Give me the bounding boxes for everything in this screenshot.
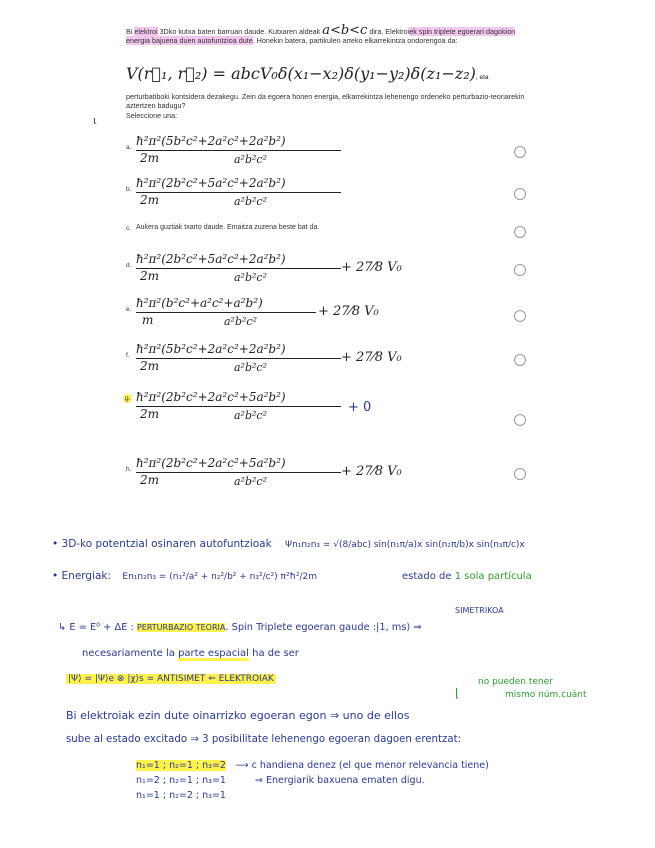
case-1: n₁=1 ; n₂=1 ; n₃=2 ⟶ c handiena denez (el que menor relevancia tiene) — [136, 760, 489, 771]
question-text: Bi elektroi 3Dko kutxa baten barruan daude. Kutxaren aldeak a<b<c dira. Elektroiek spin triplete egoerari dagokion energia bajuena duen autofuntzioa dute. Honekin batera, partikulen arteko elkarrekintza ondorengoa da: — [126, 23, 516, 46]
radio-option-b[interactable] — [514, 188, 526, 200]
radio-option-a[interactable] — [514, 146, 526, 158]
note-single-particle: estado de 1 sola partícula — [402, 571, 532, 582]
radio-option-e[interactable] — [514, 310, 526, 322]
radio-option-h[interactable] — [514, 468, 526, 480]
case-2: n₁=2 ; n₂=1 ; n₃=1 ⇒ Energiarik baxuena ematen digu. — [136, 775, 425, 786]
margin-mark: ι — [93, 114, 97, 127]
option-h[interactable]: h. ħ²π²(2b²c²+2a²c²+5a²b²) 2m a²b²c² + 27⁄8 V₀ — [126, 456, 556, 492]
note-simetrikoa: SIMETRIKOA — [455, 606, 504, 615]
note-line-1: • 3D-ko potentzial osinaren autofuntzioak Ψn₁n₂n₃ = √(8/abc) sin(n₁π/a)x sin(n₂π/b)x sin(n₃π/c)x — [52, 538, 525, 550]
highlight-triplete: ek spin triplete egoerari dagokion energia bajuena duen autofuntzioa dute — [126, 27, 516, 46]
note-line-4: necesariamente la parte espacial ha de ser — [82, 648, 299, 659]
green-note-1: no pueden tener — [478, 677, 553, 687]
radio-option-f[interactable] — [514, 354, 526, 366]
select-one-label: Seleccione una: — [126, 110, 178, 120]
green-note-2: mismo núm.cuánt — [505, 690, 587, 700]
option-e[interactable]: e. ħ²π²(b²c²+a²c²+a²b²) m a²b²c² + 27⁄8 V₀ — [126, 296, 556, 332]
option-d[interactable]: d. ħ²π²(2b²c²+5a²c²+2a²b²) 2m a²b²c² + 27⁄8 V₀ — [126, 252, 556, 288]
question-text-2: perturbatiboki kontsidera dezakegu. Zein da egoera honen energia, elkarrekintza lehenengo ordeneko perturbazio-teoriarekin aztertzen badugu? Seleccione una: — [126, 92, 525, 120]
radio-option-g[interactable] — [514, 414, 526, 426]
inequality: a<b<c — [322, 23, 368, 38]
option-f[interactable]: f. ħ²π²(5b²c²+2a²c²+2a²b²) 2m a²b²c² + 27⁄8 V₀ — [126, 342, 556, 378]
handwritten-plus-zero: + 0 — [348, 400, 372, 415]
note-line-7: sube al estado excitado ⇒ 3 posibilitate lehenengo egoeran dagoen erentzat: — [66, 734, 462, 745]
radio-option-c[interactable] — [514, 226, 526, 238]
energy-formula: En₁n₂n₃ = (n₁²/a² + n₂²/b² + n₃²/c²) π²ħ²/2m — [122, 572, 317, 582]
option-a[interactable]: a. ħ²π²(5b²c²+2a²c²+2a²b²) 2m a²b²c² — [126, 134, 556, 168]
potential-formula: V(r⃗₁, r⃗₂) = abcV₀δ(x₁−x₂)δ(y₁−y₂)δ(z₁−z₂), eta — [126, 64, 489, 83]
option-g[interactable]: g. ħ²π²(2b²c²+2a²c²+5a²b²) 2m a²b²c² + 0 — [126, 390, 556, 436]
note-line-5: |Ψ⟩ = |Ψ⟩e ⊗ |χ⟩s = ANTISIMET ⇐ ELEKTROIAK — [68, 674, 274, 684]
highlight-elektroi: elektroi — [134, 27, 158, 36]
eigenfunction-formula: Ψn₁n₂n₃ = √(8/abc) sin(n₁π/a)x sin(n₂π/b)x sin(n₃π/c)x — [285, 540, 525, 550]
note-line-6: Bi elektroiak ezin dute oinarrizko egoeran egon ⇒ uno de ellos — [66, 709, 410, 722]
note-line-3: ↳ E = E⁰ + ΔE : PERTURBAZIO TEORIA. Spin Triplete egoeran gaude :|1, ms⟩ ⇒ — [58, 622, 422, 633]
case-3: n₁=1 ; n₂=2 ; n₃=1 — [136, 790, 226, 801]
option-g-highlight: g. — [125, 395, 131, 402]
green-arrow-icon: ⌊ — [455, 686, 460, 700]
option-c[interactable]: c. Aukera guztiak txarto daude. Emaitza zuzena beste bat da. — [126, 222, 556, 242]
note-line-2: • Energiak: En₁n₂n₃ = (n₁²/a² + n₂²/b² + n₃²/c²) π²ħ²/2m — [52, 570, 317, 582]
option-b[interactable]: b. ħ²π²(2b²c²+5a²c²+2a²b²) 2m a²b²c² — [126, 176, 556, 210]
radio-option-d[interactable] — [514, 264, 526, 276]
highlight-perturbazio: PERTURBAZIO TEORIA — [136, 623, 226, 632]
